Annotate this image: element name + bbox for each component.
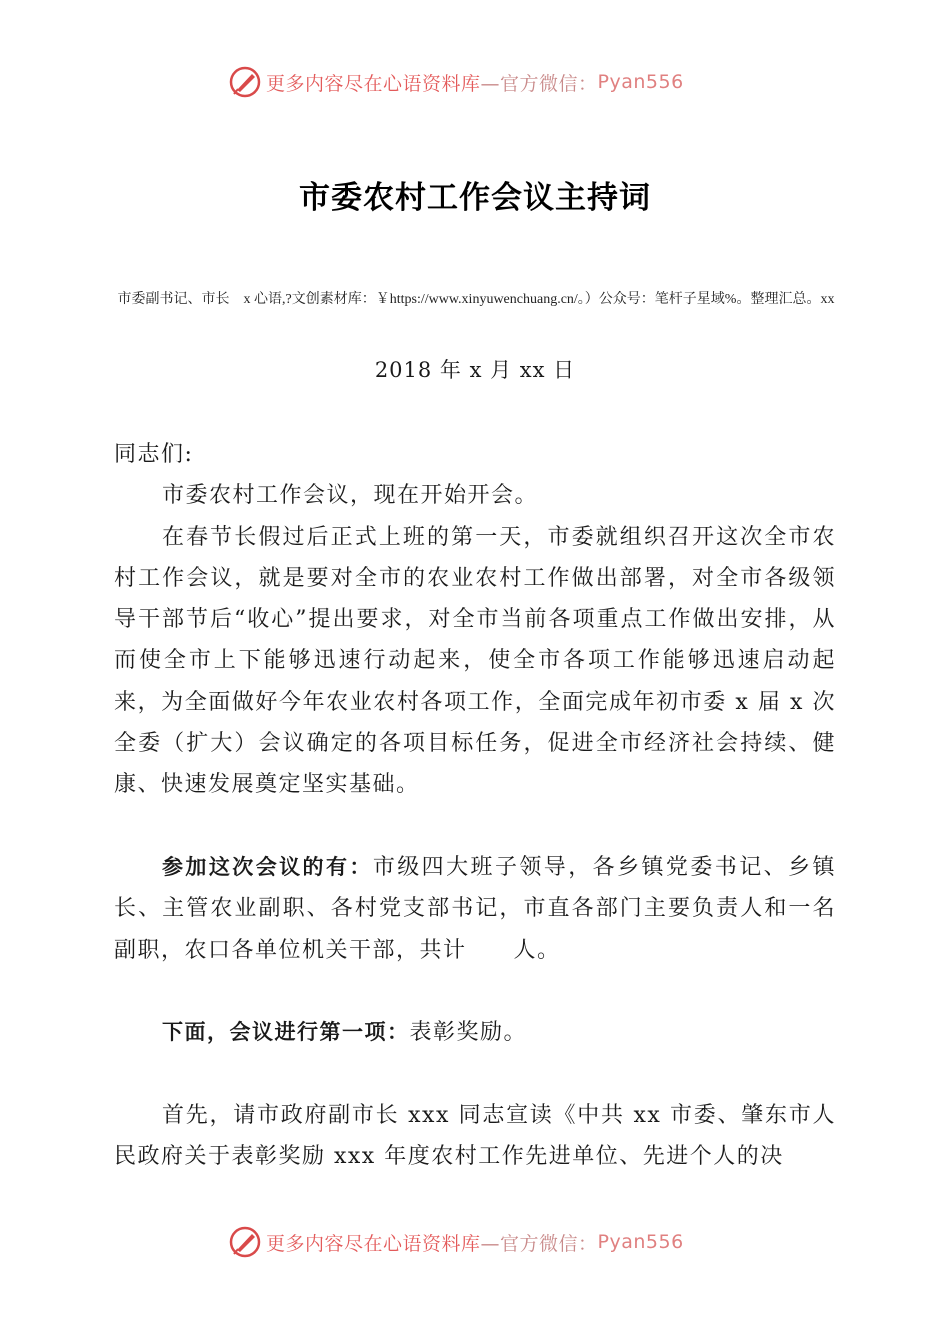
agenda-text: 表彰奖励。 <box>409 1020 528 1046</box>
attendees-text: 市级四大班子领导，各乡镇党委书记、乡镇长、主管农业副职、各村党支部书记，市直各部门主要负责人和一名副职，农口各单位机关干部，共计 人。 <box>114 854 836 963</box>
watermark-banner-top <box>228 62 684 102</box>
attendees-lead: 参加这次会议的有： <box>162 854 373 879</box>
watermark-text-wechat: —官方微信： <box>480 72 598 95</box>
document-body <box>114 434 836 1177</box>
page-title: 市委农村工作会议主持词 <box>299 180 651 216</box>
quill-logo-icon <box>228 1225 262 1259</box>
agenda-lead: 下面，会议进行第一项： <box>162 1020 410 1045</box>
paragraph-attendees <box>114 847 836 971</box>
watermark-text-wechat: —官方微信： <box>480 1232 598 1255</box>
watermark-text-id: Pyan556 <box>597 1231 684 1253</box>
document-date: 2018 年 x 月 xx 日 <box>374 358 576 382</box>
watermark-banner-bottom <box>228 1222 684 1262</box>
paragraph-opening: 市委农村工作会议，现在开始开会。 <box>162 483 539 509</box>
paragraph-agenda-first <box>114 1012 836 1053</box>
salutation: 同志们: <box>114 442 194 467</box>
watermark-text-main: 更多内容尽在心语资料库 <box>266 72 481 95</box>
watermark-text-main: 更多内容尽在心语资料库 <box>266 1232 481 1255</box>
quill-logo-icon <box>228 65 262 99</box>
document-meta: 市委副书记、市长 x 心语,?文创素材库：￥https://www.xinyuwenchuang.cn/。）公众号：笔杆子星域%。整理汇总。xx <box>117 292 835 307</box>
paragraph-commendation: 首先，请市政府副市长 xxx 同志宣读《中共 xx 市委、肇东市人民政府关于表彰奖励 xxx 年度农村工作先进单位、先进个人的决 <box>114 1102 836 1170</box>
paragraph-purpose: 在春节长假过后正式上班的第一天，市委就组织召开这次全市农村工作会议，就是要对全市的农业农村工作做出部署，对全市各级领导干部节后“收心”提出要求，对全市当前各项重点工作做出安排，从而使全市上下能够迅速行动起来，使全市各项工作能够迅速启动起来，为全面做好今年农业农村各项工作，全面完成年初市委 x 届 x 次全委（扩大）会议确定的各项目标任务，促进全市经济社会持续、健康、快速发展奠定坚实基础。 <box>114 524 836 798</box>
watermark-text-id: Pyan556 <box>597 71 684 93</box>
